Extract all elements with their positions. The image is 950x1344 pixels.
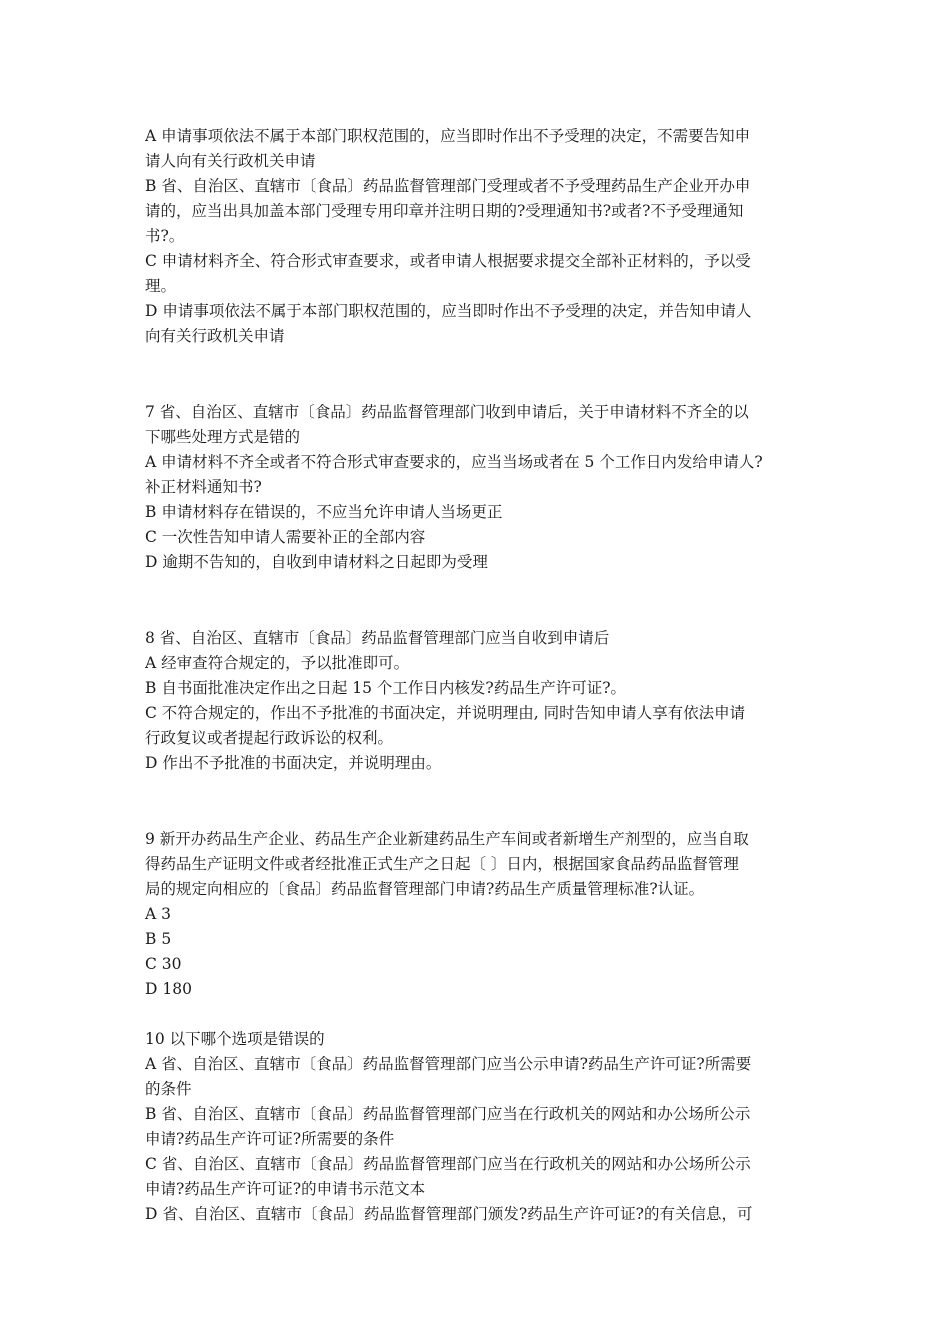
question-8-option-c-line-1: C 不符合规定的，作出不予批准的书面决定，并说明理由, 同时告知申请人享有依法申请 (145, 704, 746, 722)
question-10-option-c-line-2: 申请?药品生产许可证?的申请书示范文本 (145, 1180, 426, 1198)
option-d-line-2: 向有关行政机关申请 (145, 327, 285, 345)
spacer (145, 575, 810, 626)
option-c-line-2: 理。 (145, 277, 177, 295)
question-8-option-b: B 自书面批准决定作出之日起 15 个工作日内核发?药品生产许可证?。 (145, 679, 627, 697)
question-8-option-a: A 经审查符合规定的，予以批准即可。 (145, 654, 410, 672)
option-c-line-1: C 申请材料齐全、符合形式审查要求，或者申请人根据要求提交全部补正材料的，予以受 (145, 252, 751, 270)
question-10 (145, 1027, 810, 1227)
question-7-option-a-line-1: A 申请材料不齐全或者不符合形式审查要求的，应当当场或者在 5 个工作日内发给申请人? (145, 453, 763, 471)
question-7-option-a-line-2: 补正材料通知书? (145, 478, 262, 496)
question-9 (145, 827, 810, 1002)
question-10-option-b-line-2: 申请?药品生产许可证?所需要的条件 (145, 1130, 395, 1148)
question-7-option-b: B 申请材料存在错误的，不应当允许申请人当场更正 (145, 503, 503, 521)
spacer (145, 349, 810, 400)
question-10-stem: 10 以下哪个选项是错误的 (145, 1030, 325, 1048)
question-9-option-c: C 30 (145, 955, 182, 973)
question-9-stem-line-1: 9 新开办药品生产企业、药品生产企业新建药品生产车间或者新增生产剂型的，应当自取 (145, 830, 749, 848)
question-10-option-c-line-1: C 省、自治区、直辖市〔食品〕药品监督管理部门应当在行政机关的网站和办公场所公示 (145, 1155, 751, 1173)
question-8-option-c-line-2: 行政复议或者提起行政诉讼的权利。 (145, 729, 394, 747)
question-10-option-a-line-2: 的条件 (145, 1080, 192, 1098)
option-b-line-2: 请的，应当出具加盖本部门受理专用印章并注明日期的?受理通知书?或者?不予受理通知 (145, 202, 744, 220)
question-7-option-c: C 一次性告知申请人需要补正的全部内容 (145, 528, 426, 546)
spacer (145, 776, 810, 827)
question-10-option-b-line-1: B 省、自治区、直辖市〔食品〕药品监督管理部门应当在行政机关的网站和办公场所公示 (145, 1105, 751, 1123)
question-9-option-b: B 5 (145, 930, 172, 948)
option-a-line-1: A 申请事项依法不属于本部门职权范围的，应当即时作出不予受理的决定，不需要告知申 (145, 127, 751, 145)
question-8 (145, 626, 810, 776)
question-8-stem: 8 省、自治区、直辖市〔食品〕药品监督管理部门应当自收到申请后 (145, 629, 610, 647)
question-9-option-d: D 180 (145, 980, 192, 998)
question-6-options (145, 124, 810, 349)
option-b-line-1: B 省、自治区、直辖市〔食品〕药品监督管理部门受理或者不予受理药品生产企业开办申 (145, 177, 751, 195)
option-a-line-2: 请人向有关行政机关申请 (145, 152, 316, 170)
option-d-line-1: D 申请事项依法不属于本部门职权范围的，应当即时作出不予受理的决定，并告知申请人 (145, 302, 752, 320)
question-7-stem-line-1: 7 省、自治区、直辖市〔食品〕药品监督管理部门收到申请后，关于申请材料不齐全的以 (145, 403, 749, 421)
question-8-option-d: D 作出不予批准的书面决定，并说明理由。 (145, 754, 442, 772)
question-9-stem-line-2: 得药品生产证明文件或者经批准正式生产之日起〔 〕日内，根据国家食品药品监督管理 (145, 855, 739, 873)
question-7-option-d: D 逾期不告知的，自收到申请材料之日起即为受理 (145, 553, 488, 571)
question-10-option-d-line-1: D 省、自治区、直辖市〔食品〕药品监督管理部门颁发?药品生产许可证?的有关信息，可 (145, 1205, 753, 1223)
question-9-stem-line-3: 局的规定向相应的〔食品〕药品监督管理部门申请?药品生产质量管理标准?认证。 (145, 880, 705, 898)
question-7 (145, 400, 810, 575)
question-9-option-a: A 3 (145, 905, 171, 923)
question-7-stem-line-2: 下哪些处理方式是错的 (145, 428, 301, 446)
spacer (145, 1002, 810, 1027)
document-page (145, 124, 810, 1227)
question-10-option-a-line-1: A 省、自治区、直辖市〔食品〕药品监督管理部门应当公示申请?药品生产许可证?所需要 (145, 1055, 752, 1073)
option-b-line-3: 书?。 (145, 227, 185, 245)
